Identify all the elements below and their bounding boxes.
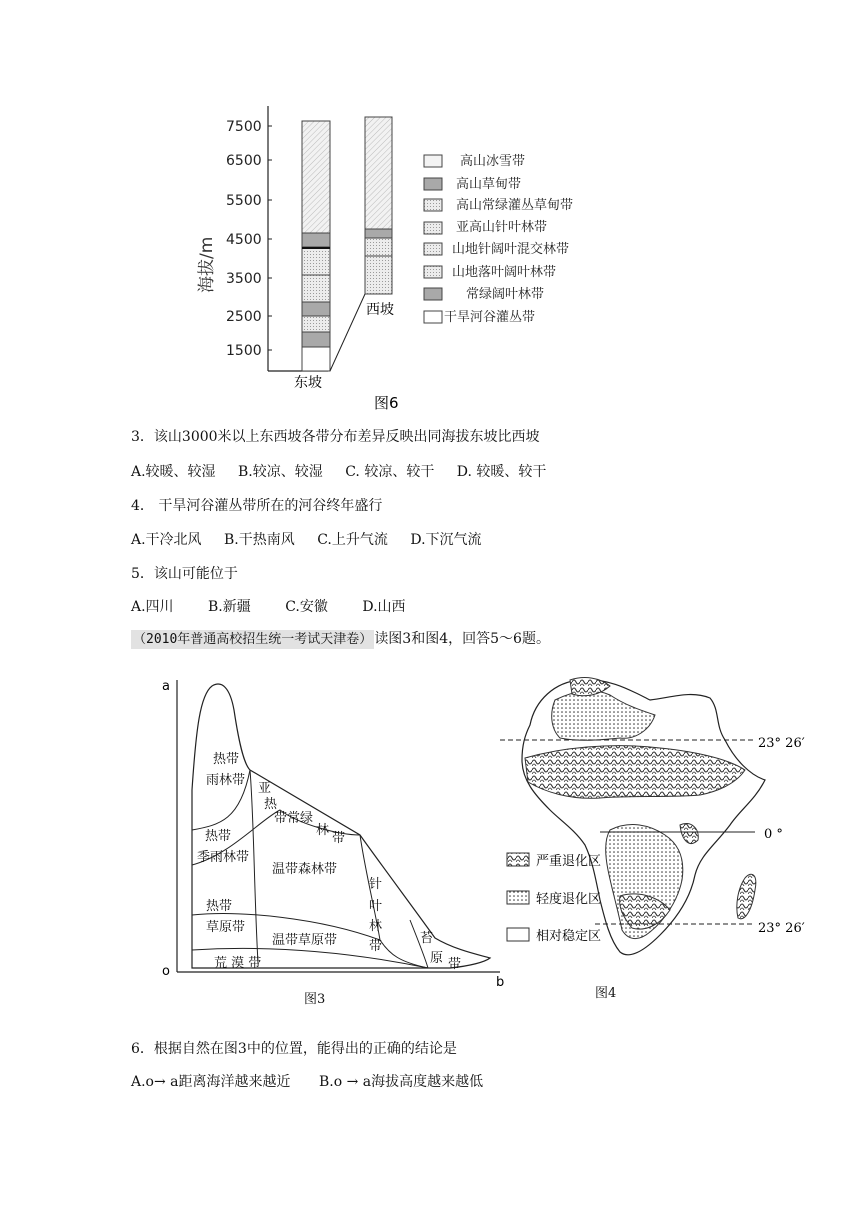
- question-6-options: [131, 1073, 501, 1091]
- option-b[interactable]: B.o → a海拔高度越来越低: [318, 1074, 484, 1090]
- option-d[interactable]: D.山西: [362, 599, 406, 615]
- zone-subtropical: 林: [316, 823, 330, 838]
- legend-item: 高山草甸带: [456, 177, 522, 192]
- question-5-stem: 5．该山可能位于: [131, 566, 238, 582]
- west-slope-label: 西坡: [366, 302, 394, 318]
- zone-subtropical: 亚: [258, 781, 272, 796]
- legend-item: 严重退化区: [536, 854, 602, 869]
- zone-temperate-grass: 温带草原带: [272, 933, 338, 948]
- figure-4: [500, 670, 840, 970]
- question-6-stem: 6．根据自然在图3中的位置，能得出的正确的结论是: [131, 1041, 457, 1057]
- option-b[interactable]: B.干热南风: [224, 532, 295, 548]
- legend-item: 高山冰雪带: [460, 154, 526, 169]
- zone-tundra: 苔: [420, 931, 434, 946]
- option-c[interactable]: C.安徽: [285, 599, 328, 615]
- zone-conifer: 叶: [369, 899, 383, 914]
- axis-o-label: o: [162, 964, 170, 979]
- fig6-ytick: 5500: [226, 193, 262, 209]
- figure6-caption: 图6: [374, 394, 399, 412]
- option-b[interactable]: B.较凉、较湿: [238, 464, 323, 480]
- option-a[interactable]: A.四川: [131, 599, 174, 615]
- option-b[interactable]: B.新疆: [208, 599, 251, 615]
- zone-conifer: 林: [369, 919, 383, 934]
- fig6-ylabel: 海拔/m: [197, 236, 217, 293]
- figure4-caption: 图4: [595, 986, 617, 1001]
- source-tag: （2010年普通高校招生统一考试天津卷）: [133, 632, 373, 647]
- zone-savanna-1: 热带: [206, 899, 233, 914]
- zone-tundra: 原: [430, 951, 444, 966]
- option-c[interactable]: C.上升气流: [317, 532, 388, 548]
- zone-tundra: 带: [448, 957, 462, 972]
- zone-desert: 荒 漠 带: [214, 956, 262, 971]
- east-slope-label: 东坡: [294, 375, 322, 391]
- legend-item: 常绿阔叶林带: [466, 287, 545, 302]
- figure-3: [150, 670, 510, 1010]
- zone-subtropical: 带常绿: [274, 811, 314, 826]
- fig6-legend: [424, 153, 573, 325]
- fig6-ytick: 7500: [226, 119, 262, 135]
- zone-conifer: 带: [369, 939, 383, 954]
- west-slope-column: [365, 117, 392, 294]
- zone-rainforest-1: 热带: [213, 752, 240, 767]
- figure3-caption: 图3: [304, 992, 326, 1007]
- question-3-options: [131, 463, 564, 481]
- legend-item: 轻度退化区: [536, 892, 602, 907]
- legend-item: 相对稳定区: [536, 929, 602, 944]
- legend-item: 山地落叶阔叶林带: [452, 265, 557, 280]
- zone-savanna-2: 草原带: [206, 920, 246, 935]
- zone-conifer: 针: [369, 877, 383, 892]
- figure-6: [190, 98, 630, 413]
- zone-temperate-forest: 温带森林带: [272, 862, 338, 877]
- question-4-stem: 4． 干旱河谷灌丛带所在的河谷终年盛行: [131, 498, 383, 514]
- option-d[interactable]: D. 较暖、较干: [456, 464, 547, 480]
- fig4-legend: [507, 853, 601, 944]
- east-slope-column: [302, 121, 330, 371]
- fig6-ytick: 1500: [226, 343, 262, 359]
- option-a[interactable]: A.干冷北风: [131, 532, 202, 548]
- axis-b-label: b: [496, 975, 505, 990]
- lat-equator-label: 0 °: [764, 827, 783, 842]
- source-text: 读图3和图4，回答5～6题。: [374, 631, 550, 647]
- legend-item: 亚高山针叶林带: [456, 220, 548, 235]
- option-a[interactable]: A.o→ a距离海洋越来越近: [131, 1074, 291, 1090]
- option-a[interactable]: A.较暖、较湿: [131, 464, 216, 480]
- fig6-ytick: 6500: [226, 153, 262, 169]
- zone-subtropical: 热: [264, 797, 278, 812]
- option-d[interactable]: D.下沉气流: [410, 532, 482, 548]
- source-line: [131, 630, 550, 649]
- zone-rainforest-2: 雨林带: [206, 773, 246, 788]
- axis-a-label: a: [162, 679, 170, 694]
- legend-item: 干旱河谷灌丛带: [444, 310, 536, 325]
- zone-monsoon-2: 季雨林带: [197, 850, 250, 865]
- lat-north-label: 23° 26′: [758, 736, 805, 751]
- legend-item: 高山常绿灌丛草甸带: [456, 198, 574, 213]
- fig6-ytick: 2500: [226, 309, 262, 325]
- zone-subtropical: 带: [332, 831, 346, 846]
- question-5-options: [131, 598, 424, 616]
- option-c[interactable]: C. 较凉、较干: [345, 464, 435, 480]
- lat-south-label: 23° 26′: [758, 921, 805, 936]
- fig6-ytick: 4500: [226, 232, 262, 248]
- fig6-ytick: 3500: [226, 271, 262, 287]
- zone-monsoon-1: 热带: [205, 829, 232, 844]
- question-3-stem: 3．该山3000米以上东西坡各带分布差异反映出同海拔东坡比西坡: [131, 429, 540, 445]
- legend-item: 山地针阔叶混交林带: [452, 242, 570, 257]
- question-4-options: [131, 531, 500, 549]
